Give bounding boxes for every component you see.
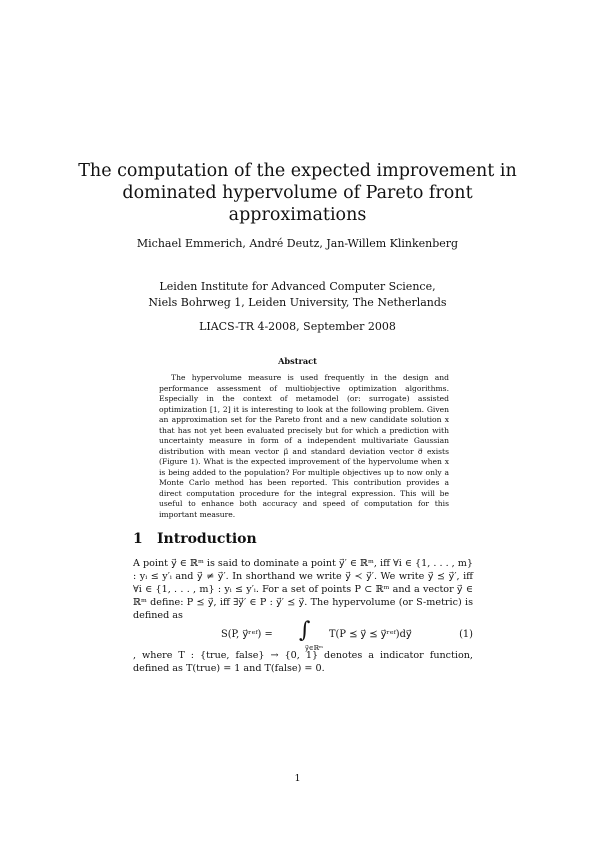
equation-lhs: S(P, y⃗ʳᵉᶠ) = bbox=[221, 629, 273, 640]
affiliation-line: Niels Bohrweg 1, Leiden University, The Netherlands bbox=[148, 296, 447, 309]
section-number: 1 bbox=[133, 531, 143, 547]
title-line: approximations bbox=[228, 205, 367, 225]
section-title: Introduction bbox=[157, 531, 257, 547]
definition-paragraph: , where T : {true, false} → {0, 1} denotes a indicator function, defined as T(true) = 1 and T(false) = 0. bbox=[133, 650, 473, 674]
title-line: dominated hypervolume of Pareto front bbox=[122, 183, 473, 203]
page-number: 1 bbox=[294, 773, 301, 784]
report-number: LIACS-TR 4-2008, September 2008 bbox=[199, 320, 396, 333]
intro-paragraph: A point y⃗ ∈ ℝᵐ is said to dominate a point y⃗′ ∈ ℝᵐ, iff ∀i ∈ {1, . . . , m} : yᵢ ≤ y′ᵢ and y⃗ ≠ y⃗′. In shorthand we write y⃗ ≺ y⃗′. We write y⃗ ⪯ y⃗′, iff ∀i ∈ {1, . . . , m} : yᵢ ≤ y′ᵢ. For a set of points P ⊂ ℝᵐ and a vector y⃗ ∈ ℝᵐ define: P ⪯ y⃗, iff ∃y⃗′ ∈ P : y⃗′ ⪯ y⃗. The hypervolume (or S-metric) is defined as bbox=[133, 558, 473, 621]
section-heading bbox=[133, 531, 257, 547]
affiliation bbox=[0, 279, 595, 311]
title-line: The computation of the expected improvement in bbox=[78, 161, 517, 181]
equation-number: (1) bbox=[459, 629, 473, 640]
abstract-text: The hypervolume measure is used frequently in the design and performance assessment of multiobjective optimization algorithms. Especially in the context of metamodel (or: surrogate) assisted optimization [1, 2] it is interesting to look at the following problem. Given an approximation set for the Pareto front and a new candidate solution x that has not yet been evaluated precisely but for which a prediction with uncertainty measure in form of a independent multivariate Gaussian distribution with mean vector μ⃗ and standard deviation vector σ⃗ exists (Figure 1). What is the expected improvement of the hypervolume when x is being added to the population? For multiple objectives up to now only a Monte Carlo method has been reported. This contribution provides a direct computation procedure for the integral expression. This will be useful to enhance both accuracy and speed of computation for this important measure. bbox=[159, 373, 449, 519]
equation-rhs: T(P ⪯ y⃗ ⪯ y⃗ʳᵉᶠ)dy⃗ bbox=[329, 629, 412, 640]
abstract-heading: Abstract bbox=[278, 356, 317, 366]
affiliation-line: Leiden Institute for Advanced Computer Science, bbox=[159, 280, 436, 293]
authors: Michael Emmerich, André Deutz, Jan-Willem Klinkenberg bbox=[136, 237, 459, 250]
paper-title bbox=[0, 160, 595, 226]
integral-subscript: y⃗∈ℝᵐ bbox=[305, 644, 324, 652]
integral-sign: ∫ bbox=[299, 618, 311, 643]
